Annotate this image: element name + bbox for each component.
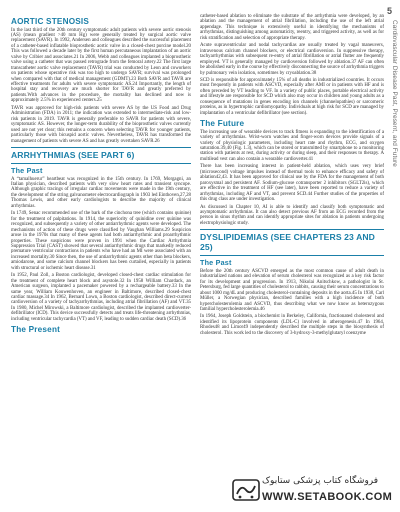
future-paragraph-1: The increasing use of wearable devices to track fitness is expanding to the identification of a variety of arrhythmias. Wrist-worn watches and finger-worn devices provide signals of a variety of physiologic parameters, including heart rate and rhythm, ECG, and oxygen saturation.39,40 (Fig. 1.3), which can be stored or transmitted by smartphone to a monitoring station with patients at rest, during activity or during sleep, and their responses to therapy. A multilead vest can also contain a wearable cardioverter.41 bbox=[200, 129, 384, 162]
arrhythmias-past-paragraph-2: In 1749, Senac recommended use of the bark of the cinchona tree (which contains quinine) for the treatment of palpitations. In 1914, the superiority of quinidine over quinine was recognized, and subsequently a variety of other antiarrhythmic agents were developed. The mechanisms of action of these drugs were classified by Vaughan Williams.29 Suspicion arose in the 1970s that many of these agents had both antiarrhythmic and proarrhythmic properties. These suspicions were proven in 1991 when the Cardiac Arrhythmia Suppression Trial (CAST) showed that several antiarrhythmic drugs that markedly reduced premature ventricular contractions in patients who have had an MI were associated with an increased mortality.30 Since then, the use of antiarrhythmic agents other than beta blockers, amiodarone, and some calcium channel blockers has been curtailed, especially in patients with structural or ischemic heart disease.31 bbox=[11, 211, 191, 271]
side-tab-label: Cardiovascular Disease Past, Present, and Future bbox=[391, 20, 398, 167]
future-heading: The Future bbox=[200, 119, 245, 129]
dyslipidemias-paragraph-1: Before the 20th century ASCVD emerged as the most common cause of adult death in industrialized nations and elevation of serum cholesterol was recognized as a key risk factor for its development and progression. In 1913, Nikolai Anitschkow, a pathologist in St. Petersburg, fed large quantities of cholesterol to rabbits, causing their serum concentrations to about 1000 mg/dL and producing cholesterol-containing deposits in the aorta.45 In 1938, Carl Müller, a Norwegian physician, described families with a high incidence of both hypercholesterolemia and ASCVD, thus describing what we now know as heterozygous familial hypercholesterolemia.46 bbox=[200, 268, 384, 313]
dyslipidemias-heading: DYSLIPIDEMIAS (SEE CHAPTERS 23 AND 25) bbox=[200, 232, 375, 253]
aortic-paragraph-1: In the last third of the 20th century symptomatic adult patients with severe aortic stenosis (AS) (mean gradient >40 mm Hg) were generally treated by surgical aortic valve replacement (SAVR). In 1992, Andersen and colleagues described the successful placement of a catheter-based inflatable bioprosthetic aortic valve in a closed-chest porcine model.20 This was followed a decade later by the first human percutaneous implantation of an aortic valve by Cribier and associates.21 In 2006, Webb and colleagues implanted a bioprosthetic valve using a catheter that was passed retrograde from the femoral artery.22 The first large transcatheter aortic valve replacement (TAVR) trial was conducted by Leon and coworkers on patients whose operative risk was too high to undergo SAVR; survival was prolonged when compared with that of medical management (GDMT).23 Both SAVR and TAVR are effective treatments for adults with severe symptomatic AS.24 Importantly, the length of hospital stay and recovery are much shorter for TAVR and greatly preferred by patients.With advances in the procedure, the mortality has declined and now is approximately 2.5% in experienced centers.25 bbox=[11, 27, 191, 104]
arrhythmias-heading: ARRHYTHMIAS (SEE PART 6) bbox=[11, 150, 135, 161]
right-column bbox=[200, 14, 384, 338]
section-rule bbox=[200, 255, 384, 256]
future-paragraph-3: As discussed in Chapter 10, AI is able to identify and classify both symptomatic and asymptomatic arrhythmias. It can also detect previous AF from an ECG recorded from the person in sinus rhythm and can identify appropriate sites for ablation in patients undergoing electrophysiologic study. bbox=[200, 204, 384, 226]
right-paragraph-2: Acute supraventricular and nodal tachycardias are usually treated by vagal maneuvers, intravenous calcium channel blockers, or electrical cardioversion. In suppressive therapy, tachyarrhythmias with subsequent re-entry of atrial fibrillation or atrial flutter are frequently employed. VT is generally managed by cardioversion followed by ablation.37 AF can often be abolished early in the course by effectively disconnecting the source of arrhythmia triggers by pulmonary vein isolation, sometimes by cryoablation.38 bbox=[200, 43, 384, 76]
arrhythmias-past-heading: The Past bbox=[11, 166, 43, 176]
arrhythmias-present-heading: The Present bbox=[11, 325, 61, 335]
watermark-persian-text: فروشگاه کتاب پزشکی ستابوک bbox=[262, 476, 379, 486]
dyslipidemias-paragraph-2: In 1964, Joseph Goldstein, a biochemist in Berkeley, California, fractionated cholesterol and identified its lipoprotein components (LDL-C) involved in atherogenesis.47 In 1964, Rhodes48 and Limor49 independently described the multiple steps in the biosynthesis of cholesterol. This work led to the discovery of 3-hydroxy-3-methylglutaryl coenzyme bbox=[200, 314, 384, 336]
left-column bbox=[11, 14, 191, 336]
watermark-url: WWW.SETABOOK.COM bbox=[262, 491, 393, 503]
aortic-paragraph-2: TAVR was approved for high-risk patients with severe AS by the US Food and Drug Administration (FDA) in 2011; the indication was extended to intermediate-risk and low-risk patients in 2019. TAVR is generally preferable to SAVR for patients with severe, symptomatic AS. However, the longer-term durability of the bioprosthetic valves currently used are not yet clear; this remains a concern when selecting TAVR for younger patients, particularly those with bicuspid aortic valves. Nevertheless, TAVR has transformed the management of patients with severe AS and has greatly overtaken SAVR.26 bbox=[11, 105, 191, 144]
page-number: 5 bbox=[386, 6, 392, 16]
aortic-stenosis-heading: AORTIC STENOSIS bbox=[11, 17, 90, 26]
future-paragraph-2: There has been increasing interest in patient-held ablation, which uses very brief (microsecond) voltage impulses instead of thermal tools to enhance efficacy and safety of ablation42,43. It has been approved for clinical use by the FDA for the management of both paroxysmal and persistent AF. Sodium-glucose cotransporter 2 inhibitors (SGLT2is), which are effective in the treatment of HF (see later), have been reported to reduce a variety of arrhythmias, including AF and VT, and prevent SCD.44 Further studies of the properties of this drug class are under investigation. bbox=[200, 164, 384, 203]
right-paragraph-3: SCD is responsible for approximately 15% of all deaths in industrialized countries. It occurs most frequently in patients with ASCVD, especially after AMI or in patients with HF and is often preceded by VT leading to VF. In a variety of public places, portable electrical activity and lifestyle are responsible for SCD which also may occur in children and young adults as a consequence of mutations in genes encoding ion channels (channelopathies) or sarcomeric proteins, as in hypertrophic cardiomyopathy. Individuals at high risk for SCD are managed by implantation of a ventricular defibrillator (see section). bbox=[200, 77, 384, 116]
right-paragraph-1: catheter-based ablation to eliminate the substrate of the arrhythmia were developed, by an ablation and the management of atrial fibrillation, including the use of the left atrial appendage. This technique is extensively useful in identifying the mechanisms of arrhythmias, distinguishing among automaticity, reentry, and triggered activity, as well as for risk stratification and selection of appropriate therapy. bbox=[200, 14, 384, 41]
arrhythmias-past-paragraph-3: In 1952, Paul Zoll, a Boston cardiologist, developed closed-chest cardiac stimulation for the treatment of complete heart block and asystole.32 In 1958 William Chardack, an American surgeon, implanted a pacemaker powered by a rechargeable battery.33 In the same year, William Kouwenhoven, an engineer in Baltimore, described closed-chest cardiac massage.34 In 1962, Bernard Lown, a Boston cardiologist, described direct-current cardioversion of a variety of tachyarrhythmias, including atrial fibrillation (AF) and VT.35 In 1980, Michel Mirowski, a Baltimore cardiologist, described the implanted cardioverter-defibrillator (ICD). This device successfully detects and treats life-threatening arrhythmias, including ventricular tachycardia (VT) and VF, leading to sudden cardiac death (SCD).36 bbox=[11, 273, 191, 322]
chapter-side-tab bbox=[389, 10, 400, 470]
dyslipidemias-past-heading: The Past bbox=[200, 258, 232, 268]
section-rule bbox=[200, 229, 384, 230]
section-rule bbox=[11, 147, 191, 148]
setabook-logo-icon bbox=[232, 476, 260, 504]
arrhythmias-past-paragraph-1: A “tamalhuerur” heartbeat was recognized in the 15th century. In 1769, Morgagni, an Italian physician, described patients with very slow heart rates and transient syncope. Although graphic tracings of irregular cardiac movements were made in the 19th century, the development of the string galvanometer electrocardiograph in 1903 led Einthoven,27,28 Thomas Lewis, and other early cardiologists to describe the majority of clinical arrhythmias. bbox=[11, 176, 191, 209]
section-rule bbox=[11, 163, 191, 164]
